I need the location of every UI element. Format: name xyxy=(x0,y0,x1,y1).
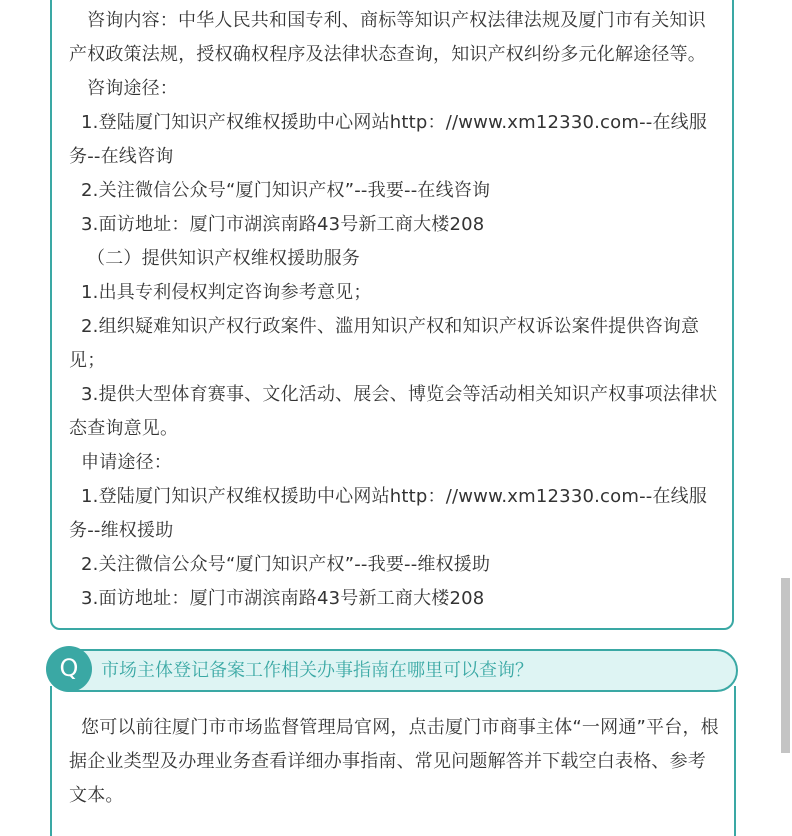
answer-line: 咨询内容：中华人民共和国专利、商标等知识产权法律法规及厦门市有关知识 xyxy=(87,10,706,31)
question-title: 市场主体登记备案工作相关办事指南在哪里可以查询？ xyxy=(101,660,533,681)
answer-line: 2.关注微信公众号“厦门知识产权”--我要--维权援助 xyxy=(81,554,491,575)
answer-line: 申请途径： xyxy=(81,452,172,473)
answer-line: 3.面访地址：厦门市湖滨南路43号新工商大楼208 xyxy=(81,588,485,609)
answer-line: 3.提供大型体育赛事、文化活动、展会、博览会等活动相关知识产权事项法律状 xyxy=(81,384,718,405)
answer2-line: 您可以前往厦门市市场监督管理局官网，点击厦门市商事主体“一网通”平台，根 xyxy=(81,717,719,738)
answer-text xyxy=(69,4,721,616)
answer-line: 2.关注微信公众号“厦门知识产权”--我要--在线咨询 xyxy=(81,180,491,201)
answer-line: 3.面访地址：厦门市湖滨南路43号新工商大楼208 xyxy=(81,214,485,235)
answer-line: 见； xyxy=(69,350,106,371)
answer2-line: 文本。 xyxy=(69,785,124,806)
answer-line: 产权政策法规，授权确权程序及法律状态查询，知识产权纠纷多元化解途径等。 xyxy=(69,44,706,65)
answer-line: 1.登陆厦门知识产权维权援助中心网站http：//www.xm12330.com--在线服 xyxy=(81,486,708,507)
answer-line: 1.登陆厦门知识产权维权援助中心网站http：//www.xm12330.com--在线服 xyxy=(81,112,708,133)
answer-line: 务--维权援助 xyxy=(69,520,174,541)
answer-line: 1.出具专利侵权判定咨询参考意见； xyxy=(81,282,372,303)
answer2-text xyxy=(69,711,721,813)
answer-line: 咨询途径： xyxy=(87,78,178,99)
answer-line: 态查询意见。 xyxy=(69,418,179,439)
answer-line: 务--在线咨询 xyxy=(69,146,174,167)
answer-line: （二）提供知识产权维权援助服务 xyxy=(87,248,360,269)
scrollbar-thumb[interactable] xyxy=(781,578,790,753)
question-badge-icon: Q xyxy=(46,646,92,692)
answer2-line: 据企业类型及办理业务查看详细办事指南、常见问题解答并下载空白表格、参考 xyxy=(69,751,706,772)
answer-line: 2.组织疑难知识产权行政案件、滥用知识产权和知识产权诉讼案件提供咨询意 xyxy=(81,316,700,337)
